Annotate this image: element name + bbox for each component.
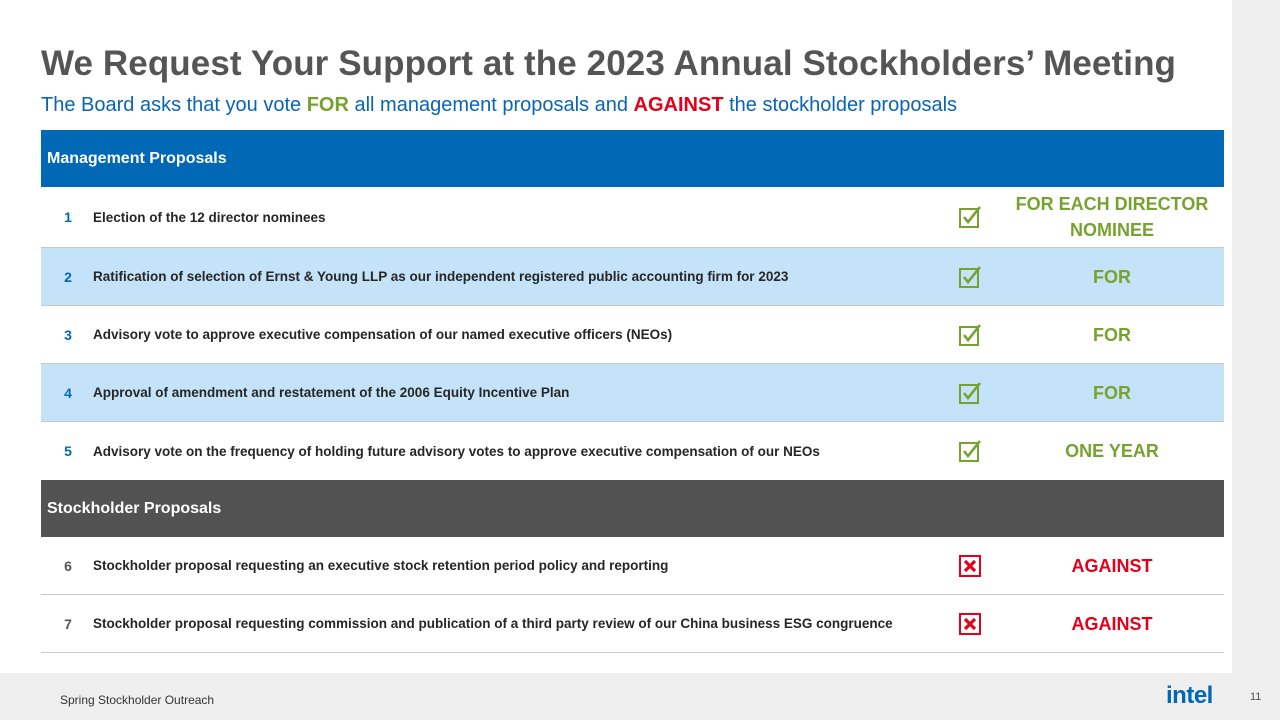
management-proposals-header: Management Proposals: [41, 130, 1224, 187]
proposal-number: 7: [64, 615, 72, 632]
proposal-row-1: [41, 187, 1224, 248]
proposal-row-4: [41, 364, 1224, 422]
subtitle-text-1: The Board asks that you vote: [41, 94, 307, 116]
proposal-description: Stockholder proposal requesting an executive stock retention period policy and reporting: [93, 558, 669, 573]
proposal-number: 4: [64, 384, 72, 401]
vote-recommendation: FOR: [1093, 382, 1131, 403]
page-number: 11: [1250, 691, 1262, 703]
proposal-description: Advisory vote on the frequency of holding future advisory votes to approve executive compensation of our NEOs: [93, 443, 820, 459]
stockholder-proposals-header: Stockholder Proposals: [41, 480, 1224, 537]
proposal-number: 3: [64, 326, 72, 343]
proposal-description: Advisory vote to approve executive compensation of our named executive officers (NEOs): [93, 327, 673, 342]
proposal-description: Approval of amendment and restatement of the 2006 Equity Incentive Plan: [93, 385, 570, 400]
vote-recommendation: ONE YEAR: [1065, 441, 1159, 461]
proposal-number: 1: [64, 209, 72, 225]
vote-line-1: FOR EACH DIRECTOR: [1015, 194, 1209, 214]
vote-recommendation: FOR: [1093, 324, 1131, 345]
footer-caption: Spring Stockholder Outreach: [60, 693, 215, 707]
checkbox-checked-icon: [958, 323, 982, 347]
proposal-number: 6: [64, 557, 72, 574]
proposal-description: Election of the 12 director nominees: [93, 209, 326, 225]
proposal-number: 2: [64, 268, 72, 285]
checkbox-x-icon: [958, 612, 982, 636]
slide-title: We Request Your Support at the 2023 Annual Stockholders’ Meeting: [41, 44, 1177, 83]
checkbox-checked-icon: [958, 205, 982, 229]
proposal-row-6: [41, 537, 1224, 595]
subtitle-against: AGAINST: [633, 94, 724, 116]
vote-line-2: NOMINEE: [1069, 220, 1154, 240]
proposal-description: Ratification of selection of Ernst & Young LLP as our independent registered public accounting firm for 2023: [93, 269, 789, 284]
vote-recommendation: AGAINST: [1071, 613, 1153, 634]
checkbox-checked-icon: [958, 439, 982, 463]
checkbox-x-icon: [958, 554, 982, 578]
subtitle-text-2: all management proposals and: [348, 94, 634, 116]
proposal-row-2: [41, 248, 1224, 306]
proposals-table: [41, 130, 1224, 653]
proposal-number: 5: [64, 443, 72, 459]
vote-recommendation: [1011, 191, 1213, 243]
proposal-description: Stockholder proposal requesting commission and publication of a third party review of our China business ESG congruence: [93, 616, 893, 631]
vote-recommendation: FOR: [1093, 266, 1131, 287]
proposal-row-3: [41, 306, 1224, 364]
checkbox-checked-icon: [958, 265, 982, 289]
slide-subtitle: [41, 94, 957, 117]
subtitle-text-3: the stockholder proposals: [723, 94, 958, 116]
vote-recommendation: AGAINST: [1071, 555, 1153, 576]
proposal-row-7: [41, 595, 1224, 653]
intel-logo: intel: [1166, 682, 1213, 709]
checkbox-checked-icon: [958, 381, 982, 405]
proposal-row-5: [41, 422, 1224, 480]
subtitle-for: FOR: [306, 94, 349, 116]
right-margin-strip: [1232, 0, 1280, 673]
